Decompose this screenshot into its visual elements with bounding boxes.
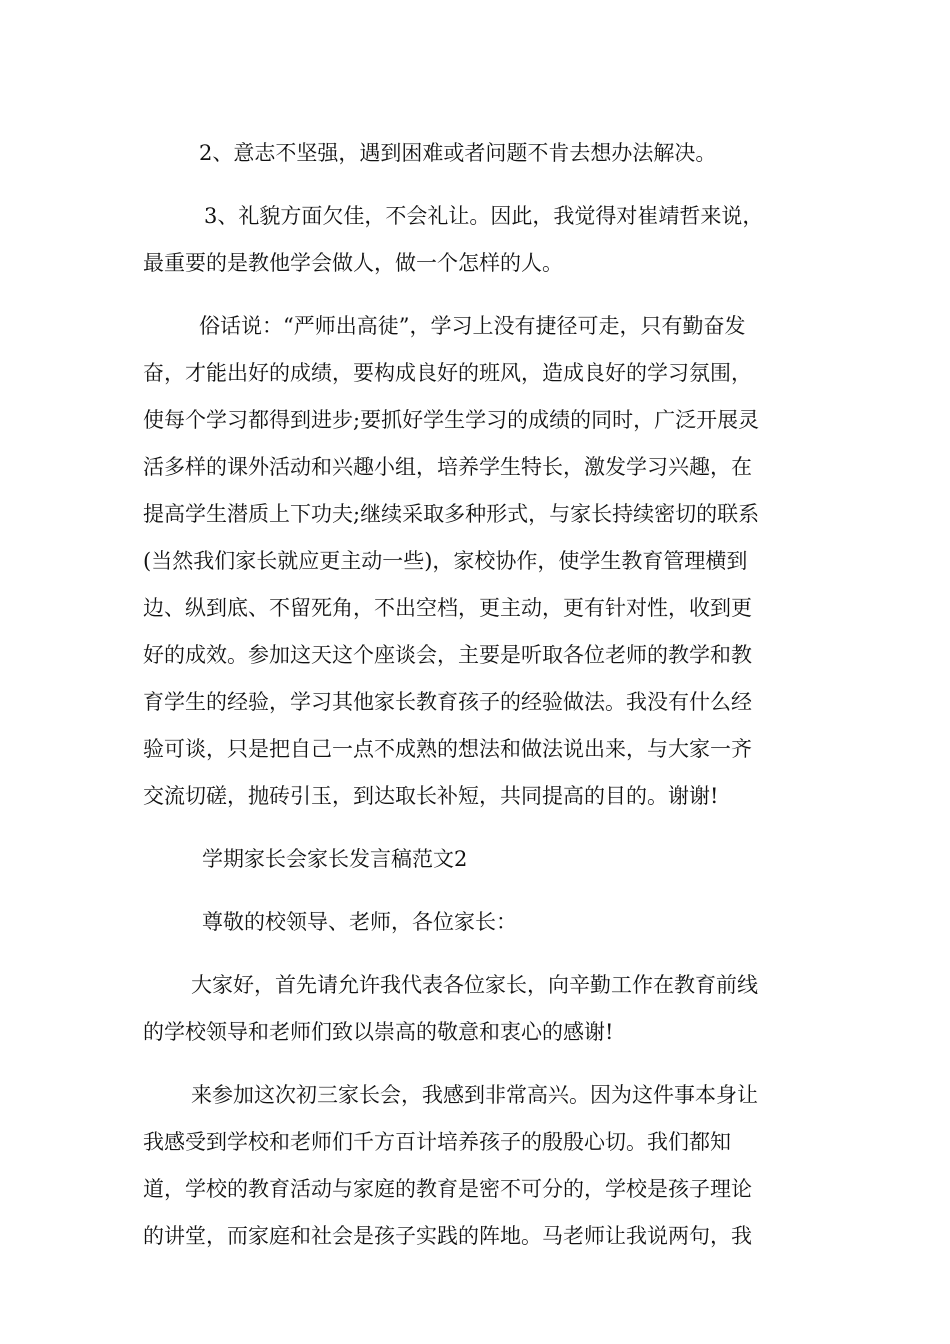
paragraph-line: 育学生的经验，学习其他家长教育孩子的经验做法。我没有什么经: [143, 690, 752, 714]
paragraph-line: 活多样的课外活动和兴趣小组，培养学生特长，激发学习兴趣，在: [143, 455, 752, 479]
paragraph-line: 好的成效。参加这天这个座谈会，主要是听取各位老师的教学和教: [143, 643, 752, 667]
paragraph-line: 3、礼貌方面欠佳，不会礼让。因此，我觉得对崔靖哲来说，: [204, 204, 764, 228]
paragraph-line: 验可谈，只是把自己一点不成熟的想法和做法说出来，与大家一齐: [143, 737, 752, 761]
paragraph-line: 使每个学习都得到进步;要抓好学生学习的成绩的同时，广泛开展灵: [143, 408, 760, 432]
paragraph-line: 我感受到学校和老师们千方百计培养孩子的殷殷心切。我们都知: [143, 1130, 731, 1154]
document-body: [143, 130, 807, 1260]
paragraph-line: 的学校领导和老师们致以崇高的敬意和衷心的感谢!: [143, 1020, 614, 1044]
paragraph-line: 来参加这次初三家长会，我感到非常高兴。因为这件事本身让: [191, 1083, 758, 1107]
paragraph-line: 最重要的是教他学会做人，做一个怎样的人。: [143, 251, 563, 275]
section-title: 学期家长会家长发言稿范文2: [202, 847, 468, 871]
paragraph-line: 的讲堂，而家庭和社会是孩子实践的阵地。马老师让我说两句，我: [143, 1224, 752, 1248]
paragraph-line: 2、意志不坚强，遇到困难或者问题不肯去想办法解决。: [199, 141, 717, 165]
paragraph-line: 道，学校的教育活动与家庭的教育是密不可分的，学校是孩子理论: [143, 1177, 752, 1201]
paragraph-line: 提高学生潜质上下功夫;继续采取多种形式，与家长持续密切的联系: [143, 502, 760, 526]
paragraph-line: (当然我们家长就应更主动一些)，家校协作，使学生教育管理横到: [143, 549, 748, 573]
salutation: 尊敬的校领导、老师，各位家长：: [202, 910, 517, 934]
paragraph-line: 俗话说：“严师出高徒”，学习上没有捷径可走，只有勤奋发: [199, 314, 746, 338]
paragraph-line: 交流切磋，抛砖引玉，到达取长补短，共同提高的目的。谢谢!: [143, 784, 719, 808]
paragraph-line: 边、纵到底、不留死角，不出空档，更主动，更有针对性，收到更: [143, 596, 752, 620]
paragraph-line: 大家好，首先请允许我代表各位家长，向辛勤工作在教育前线: [191, 973, 758, 997]
paragraph-line: 奋，才能出好的成绩，要构成良好的班风，造成良好的学习氛围，: [143, 361, 752, 385]
